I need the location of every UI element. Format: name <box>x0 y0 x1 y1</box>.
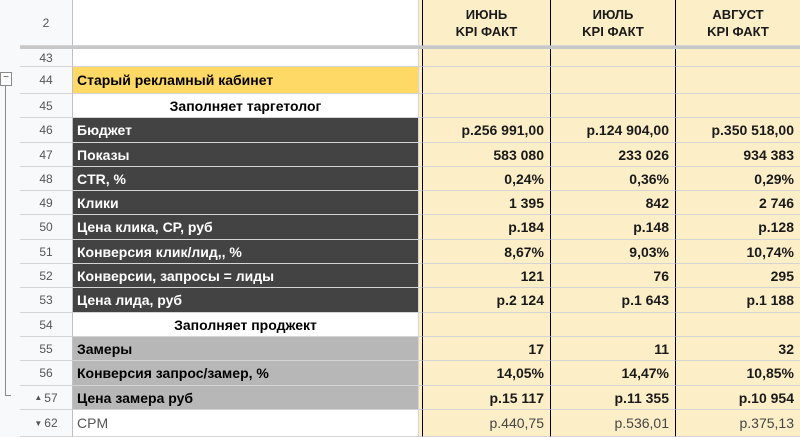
metric-label-cell[interactable]: Клики <box>73 191 419 215</box>
row-number[interactable] <box>20 410 73 437</box>
value-cell-july[interactable]: р.11 355 <box>551 386 676 410</box>
row-number-text: 51 <box>39 244 53 259</box>
row-number[interactable] <box>20 67 73 94</box>
metric-label-cell[interactable]: Цена замера руб <box>73 386 419 410</box>
row-number[interactable] <box>20 143 73 167</box>
row-number[interactable] <box>20 386 73 410</box>
value-cell-july[interactable]: 11 <box>551 337 676 361</box>
value-cell-july[interactable]: 0,36% <box>551 167 676 191</box>
value-cell-august[interactable]: 10,85% <box>676 361 800 386</box>
month-name: ИЮНЬ <box>465 6 508 22</box>
row-number[interactable] <box>20 361 73 386</box>
value-cell-june[interactable]: 0,24% <box>423 167 551 191</box>
table-row <box>20 94 800 118</box>
table-row <box>20 49 800 67</box>
value-cell-june[interactable]: 8,67% <box>423 240 551 264</box>
metric-label-cell[interactable]: Старый рекламный кабинет <box>73 67 419 94</box>
value-cell-august[interactable] <box>676 67 800 94</box>
row-number-text: 50 <box>39 220 53 234</box>
group-bracket-end <box>5 395 11 396</box>
row-number-text: 57 <box>44 390 58 405</box>
table-row <box>20 337 800 361</box>
row-number[interactable] <box>20 240 73 264</box>
value-cell-august[interactable]: р.128 <box>676 215 800 240</box>
row-number-text: 56 <box>39 366 53 380</box>
table-row <box>20 386 800 410</box>
row-number-text: 55 <box>39 341 53 356</box>
row-number-text: 49 <box>39 195 53 210</box>
value-cell-august[interactable]: р.10 954 <box>676 386 800 410</box>
table-row <box>20 67 800 94</box>
month-name: ИЮЛЬ <box>592 6 634 22</box>
row-number-text: 46 <box>39 123 53 137</box>
row-number-text: 54 <box>39 317 53 332</box>
row-number-text: 43 <box>39 50 53 65</box>
value-cell-july[interactable]: 14,47% <box>551 361 676 386</box>
row-number[interactable] <box>20 167 73 191</box>
value-cell-june[interactable]: 121 <box>423 264 551 288</box>
metric-label-cell[interactable]: Замеры <box>73 337 419 361</box>
row-number-text: 47 <box>39 147 53 162</box>
value-cell-august[interactable]: 2 746 <box>676 191 800 215</box>
row-number-text: 62 <box>44 416 58 430</box>
metric-label-cell[interactable] <box>73 49 419 67</box>
metric-label-cell[interactable]: Показы <box>73 143 419 167</box>
value-cell-july[interactable]: р.124 904,00 <box>551 118 676 143</box>
value-cell-july[interactable]: 9,03% <box>551 240 676 264</box>
table-row <box>20 264 800 288</box>
metric-label-cell[interactable]: Конверсия запрос/замер, % <box>73 361 419 386</box>
row-number[interactable] <box>20 191 73 215</box>
month-name: АВГУСТ <box>712 6 764 22</box>
value-cell-june[interactable]: р.2 124 <box>423 288 551 313</box>
header-row <box>20 0 800 46</box>
metric-label-cell[interactable]: CTR, % <box>73 167 419 191</box>
row-number-text: 48 <box>39 171 53 186</box>
row-hidden-indicator-icon[interactable]: ▼ <box>34 418 43 428</box>
value-cell-august[interactable] <box>676 313 800 337</box>
row-number[interactable] <box>20 215 73 240</box>
table-row <box>20 313 800 337</box>
value-cell-july[interactable] <box>551 67 676 94</box>
month-header-july[interactable] <box>551 0 676 46</box>
value-cell-july[interactable] <box>551 313 676 337</box>
month-subtitle: KPI ФАКТ <box>707 23 769 39</box>
table-row <box>20 118 800 143</box>
value-cell-august[interactable]: 295 <box>676 264 800 288</box>
value-cell-june[interactable]: 1 395 <box>423 191 551 215</box>
value-cell-august[interactable] <box>676 94 800 118</box>
value-cell-july[interactable]: р.1 643 <box>551 288 676 313</box>
value-cell-june[interactable] <box>423 313 551 337</box>
row-number-text: 44 <box>39 73 53 87</box>
month-subtitle: KPI ФАКТ <box>455 23 518 39</box>
value-cell-june[interactable] <box>423 67 551 94</box>
label-cell[interactable] <box>73 0 419 46</box>
value-cell-june[interactable]: 583 080 <box>423 143 551 167</box>
table-row <box>20 361 800 386</box>
value-cell-july[interactable]: 76 <box>551 264 676 288</box>
table-row <box>20 240 800 264</box>
value-cell-august[interactable]: 0,29% <box>676 167 800 191</box>
table-row <box>20 215 800 240</box>
value-cell-june[interactable]: 14,05% <box>423 361 551 386</box>
collapse-group-button[interactable]: − <box>0 72 12 86</box>
value-cell-june[interactable]: р.440,75 <box>423 410 551 437</box>
row-group-gutter <box>0 0 21 437</box>
row-number-text: 53 <box>39 293 53 307</box>
table-row <box>20 410 800 437</box>
table-row <box>20 167 800 191</box>
row-number-text: 45 <box>39 98 53 113</box>
value-cell-june[interactable]: р.15 117 <box>423 386 551 410</box>
row-number[interactable] <box>20 49 73 67</box>
value-cell-july[interactable]: 233 026 <box>551 143 676 167</box>
row-number[interactable] <box>20 313 73 337</box>
value-cell-august[interactable] <box>676 49 800 67</box>
section-header-cell[interactable]: Заполняет таргетолог <box>73 94 419 118</box>
value-cell-august[interactable]: р.1 188 <box>676 288 800 313</box>
value-cell-june[interactable]: р.256 991,00 <box>423 118 551 143</box>
row-hidden-indicator-icon[interactable]: ▲ <box>34 393 43 402</box>
section-header-cell[interactable]: Заполняет проджект <box>73 313 419 337</box>
metric-label-cell[interactable]: Бюджет <box>73 118 419 143</box>
row-number[interactable] <box>20 118 73 143</box>
metric-label-cell[interactable]: Конверсии, запросы = лиды <box>73 264 419 288</box>
row-number[interactable] <box>20 264 73 288</box>
value-cell-july[interactable]: 842 <box>551 191 676 215</box>
month-header-august[interactable] <box>676 0 800 46</box>
value-cell-june[interactable]: р.184 <box>423 215 551 240</box>
month-subtitle: KPI ФАКТ <box>582 23 644 39</box>
metric-label-cell[interactable]: Цена клика, СР, руб <box>73 215 419 240</box>
group-bracket-line <box>5 85 6 395</box>
value-cell-june[interactable]: 17 <box>423 337 551 361</box>
metric-label-cell[interactable]: Цена лида, руб <box>73 288 419 313</box>
value-cell-august[interactable]: 934 383 <box>676 143 800 167</box>
value-cell-july[interactable] <box>551 94 676 118</box>
table-row <box>20 288 800 313</box>
value-cell-august[interactable]: р.375,13 <box>676 410 800 437</box>
value-cell-june[interactable] <box>423 49 551 67</box>
value-cell-august[interactable]: 32 <box>676 337 800 361</box>
table-row <box>20 143 800 167</box>
value-cell-august[interactable]: 10,74% <box>676 240 800 264</box>
value-cell-july[interactable] <box>551 49 676 67</box>
value-cell-july[interactable]: р.148 <box>551 215 676 240</box>
metric-label-cell[interactable]: CPM <box>73 410 419 437</box>
row-number[interactable] <box>20 337 73 361</box>
month-header-june[interactable] <box>423 0 551 46</box>
value-cell-july[interactable]: р.536,01 <box>551 410 676 437</box>
value-cell-june[interactable] <box>423 94 551 118</box>
value-cell-august[interactable]: р.350 518,00 <box>676 118 800 143</box>
row-number[interactable] <box>20 288 73 313</box>
row-number-text: 52 <box>39 268 53 283</box>
row-number[interactable]: 2 <box>20 0 73 46</box>
row-number[interactable] <box>20 94 73 118</box>
metric-label-cell[interactable]: Конверсия клик/лид,, % <box>73 240 419 264</box>
table-row <box>20 191 800 215</box>
